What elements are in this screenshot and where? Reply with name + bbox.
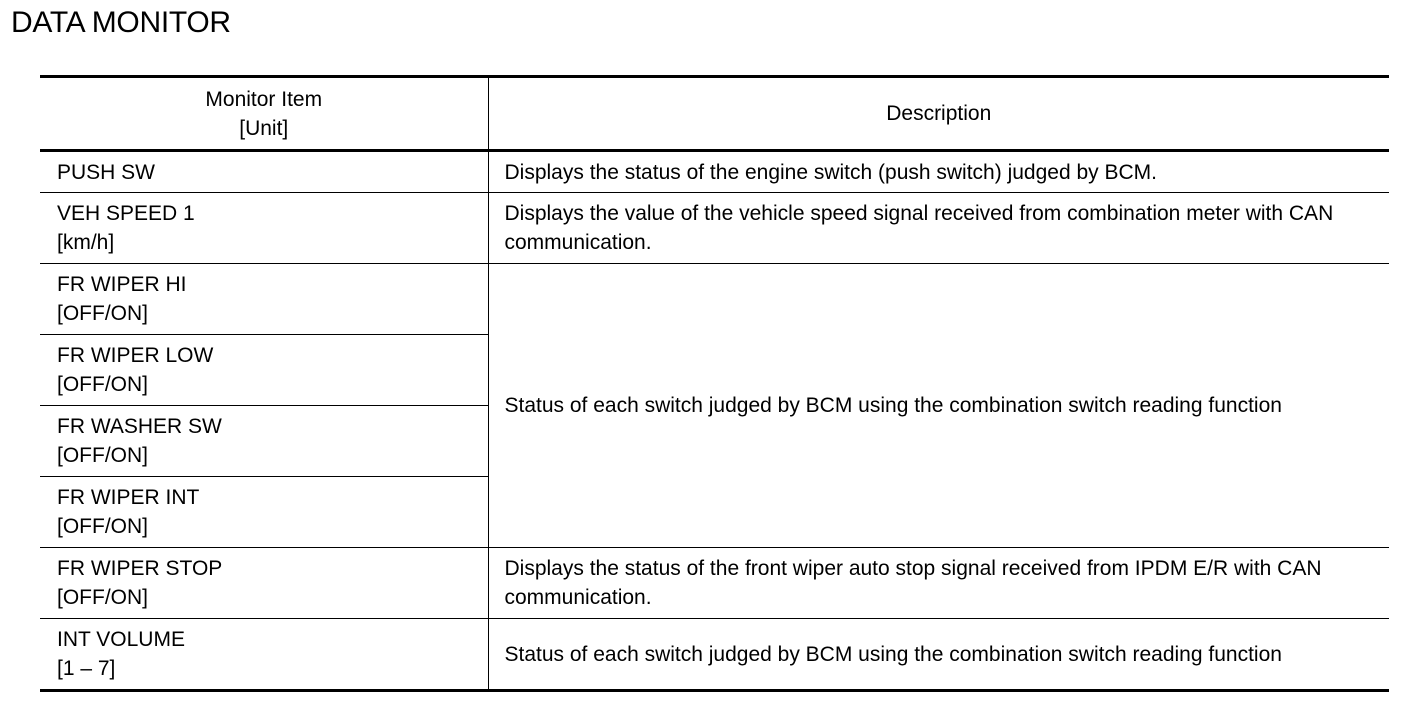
monitor-item-name: PUSH SW	[57, 160, 156, 184]
description-cell: Displays the status of the front wiper auto stop signal received from IPDM E/R with CAN communication.	[488, 548, 1389, 619]
description-cell: Displays the status of the engine switch (push switch) judged by BCM.	[488, 151, 1389, 193]
monitor-item-name: INT VOLUME	[57, 628, 185, 651]
monitor-item-unit: [OFF/ON]	[57, 444, 148, 467]
monitor-item-cell	[40, 264, 488, 335]
monitor-item-cell	[40, 193, 488, 264]
table-row	[40, 193, 1389, 264]
header-unit-label: [Unit]	[239, 116, 289, 140]
page-title: DATA MONITOR	[11, 6, 231, 39]
monitor-item-name: FR WASHER SW	[57, 415, 222, 438]
description-cell: Status of each switch judged by BCM using the combination switch reading function	[488, 264, 1389, 548]
description-cell: Displays the value of the vehicle speed signal received from combination meter with CAN communication.	[488, 193, 1389, 264]
monitor-item-name: FR WIPER HI	[57, 273, 187, 296]
monitor-item-cell	[40, 477, 488, 548]
monitor-item-cell	[40, 335, 488, 406]
monitor-item-unit: [OFF/ON]	[57, 373, 148, 396]
monitor-item-cell	[40, 548, 488, 619]
header-description: Description	[488, 77, 1389, 151]
table-header-row	[40, 77, 1389, 151]
monitor-item-cell	[40, 619, 488, 691]
monitor-item-unit: [OFF/ON]	[57, 586, 148, 609]
data-monitor-table	[40, 75, 1389, 692]
table-row	[40, 548, 1389, 619]
table-row	[40, 619, 1389, 691]
monitor-item-unit: [1 – 7]	[57, 657, 116, 680]
description-cell: Status of each switch judged by BCM using the combination switch reading function	[488, 619, 1389, 691]
header-monitor-item	[40, 77, 488, 151]
monitor-item-name: FR WIPER LOW	[57, 344, 214, 367]
monitor-item-unit: [OFF/ON]	[57, 515, 148, 538]
table-row	[40, 264, 1389, 335]
table-row	[40, 151, 1389, 193]
monitor-item-name: FR WIPER INT	[57, 486, 200, 509]
monitor-item-cell	[40, 406, 488, 477]
monitor-item-name: FR WIPER STOP	[57, 557, 223, 580]
header-item-label: Monitor Item	[205, 87, 323, 111]
monitor-item-unit: [km/h]	[57, 231, 115, 254]
monitor-item-unit: [OFF/ON]	[57, 302, 148, 325]
monitor-item-name: VEH SPEED 1	[57, 202, 195, 225]
monitor-item-cell	[40, 151, 488, 193]
